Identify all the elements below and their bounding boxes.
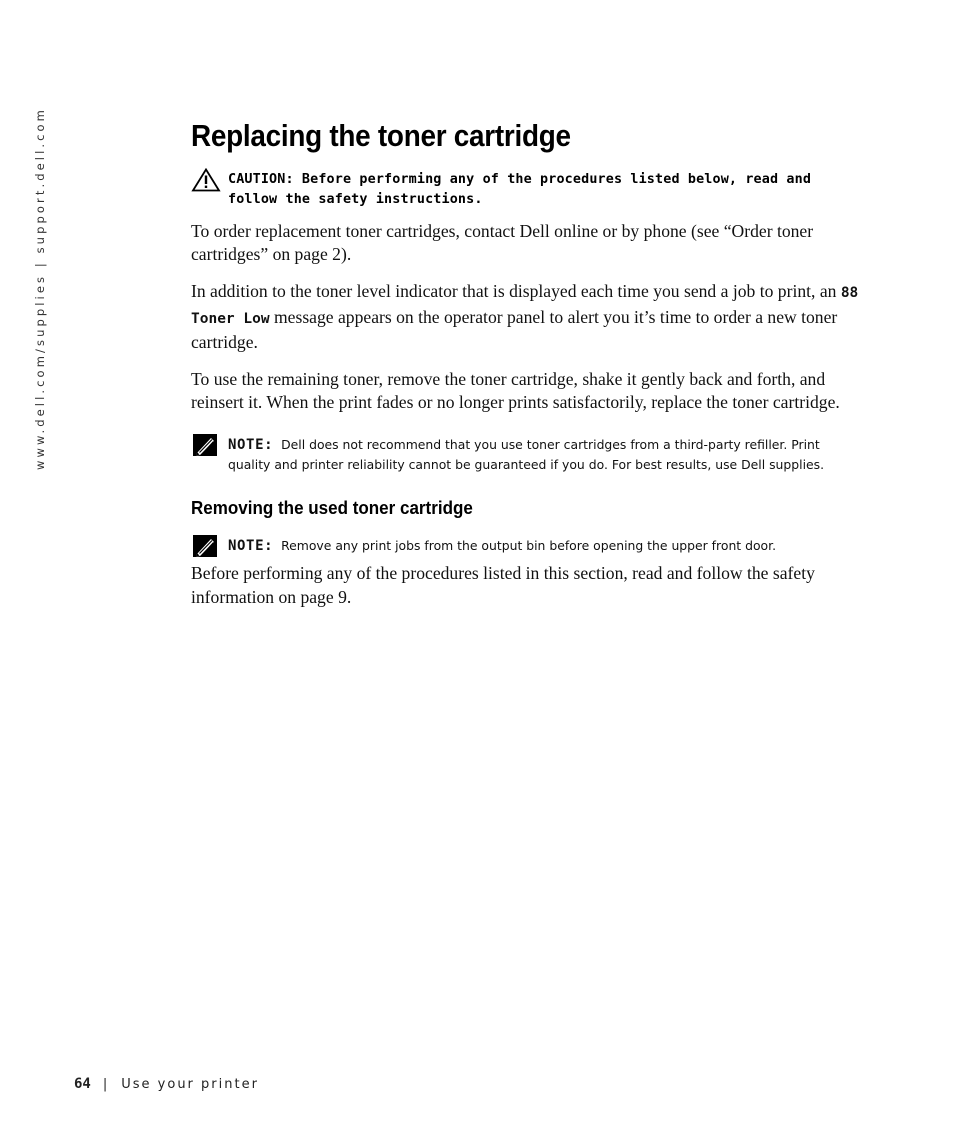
page-footer (74, 1076, 259, 1092)
footer-separator: | (102, 1077, 108, 1092)
paragraph-safety-info: Before performing any of the procedures listed in this section, read and follow the safety information on page 9. (191, 563, 815, 607)
page-content (191, 116, 861, 609)
paragraph-text-after: message appears on the operator panel to alert you it’s time to order a new toner cartridge. (191, 306, 838, 352)
page-number: 64 (74, 1076, 91, 1092)
page-title: Replacing the toner cartridge (191, 118, 571, 153)
section-heading: Removing the used toner cartridge (191, 497, 473, 519)
paragraph-order-toner: To order replacement toner cartridges, contact Dell online or by phone (see “Order toner cartridges” on page 2). (191, 221, 814, 265)
caution-notice (191, 170, 861, 209)
note-pencil-icon (191, 433, 221, 457)
note-pencil-icon (191, 534, 221, 558)
note-label: NOTE: (228, 538, 274, 555)
paragraph-text-before: In addition to the toner level indicator that is displayed each time you send a job to print, an (191, 281, 841, 302)
paragraph-remaining-toner: To use the remaining toner, remove the toner cartridge, shake it gently back and forth, and reinsert it. When the print fades or no longer prints satisfactorily, replace the toner cartridge. (191, 369, 840, 413)
note-third-party (191, 435, 861, 475)
note-output-bin (191, 536, 861, 556)
side-margin-url: www.dell.com/supplies | support.dell.com (33, 107, 47, 470)
toner-low-message: 88 Toner Low (191, 285, 859, 327)
note-label: NOTE: (228, 437, 274, 454)
note-text: Dell does not recommend that you use toner cartridges from a third-party refiller. Print quality and printer reliability cannot be guaranteed if you do. For best results, use Dell supplies. (228, 437, 825, 473)
note-text: Remove any print jobs from the output bin before opening the upper front door. (281, 538, 777, 554)
warning-triangle-icon (191, 168, 221, 192)
caution-text: CAUTION: Before performing any of the procedures listed below, read and follow the safety instructions. (228, 172, 812, 207)
footer-section-title: Use your printer (121, 1077, 259, 1092)
paragraph-toner-indicator (191, 280, 861, 354)
